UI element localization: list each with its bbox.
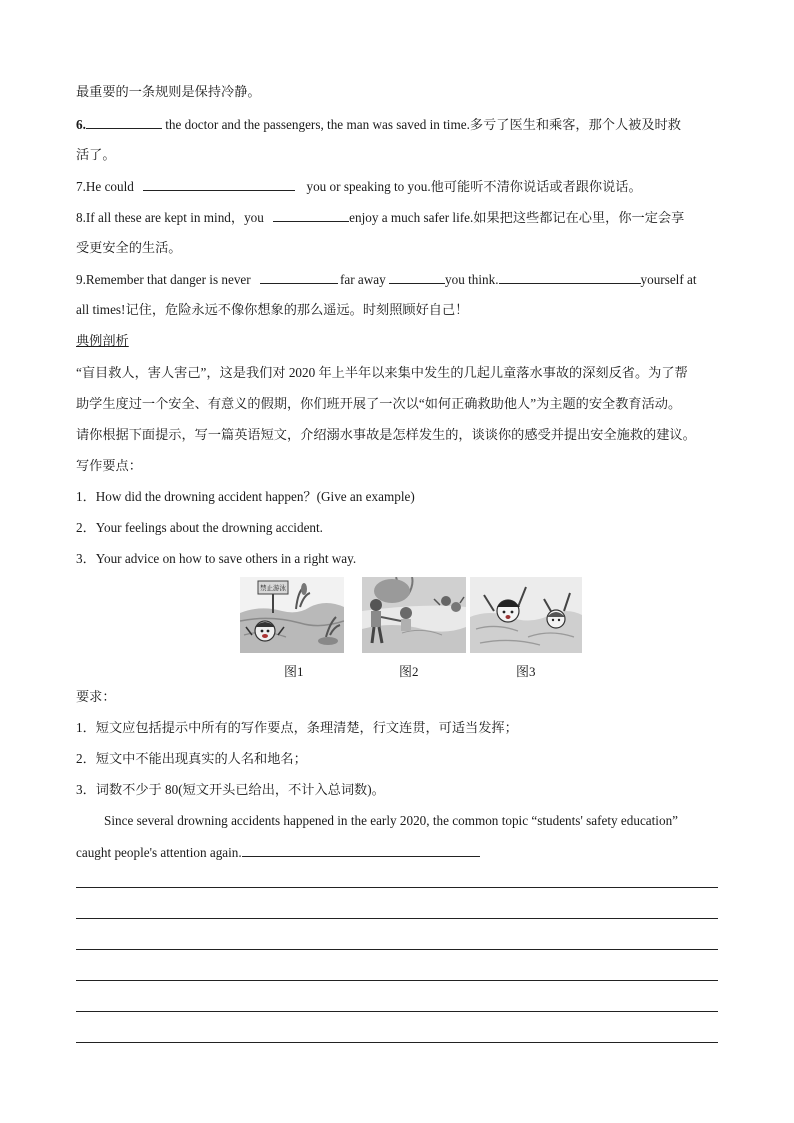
q7-post: you or speaking to you.他可能听不清你说话或者跟你说话。 xyxy=(303,179,642,194)
requirement-1: 1．短文应包括提示中所有的写作要点，条理清楚，行文连贯，可适当发挥； xyxy=(76,720,518,735)
figure-2-caption: 图2 xyxy=(399,664,419,679)
question-8 xyxy=(76,207,684,228)
section-title: 典例剖析 xyxy=(76,333,129,348)
question-6 xyxy=(76,114,681,135)
q6-continuation: 活了。 xyxy=(76,147,116,162)
answer-line-1[interactable] xyxy=(76,887,718,888)
q9-continuation: all times!记住，危险永远不像你想象的那么遥远。时刻照顾好自己！ xyxy=(76,302,469,317)
points-title: 写作要点： xyxy=(76,458,142,473)
q6-text: the doctor and the passengers, the man was saved in time.多亏了医生和乘客，那个人被及时救 xyxy=(161,117,681,132)
prompt-line-2: 助学生度过一个安全、有意义的假期，你们班开展了一次以“如何正确救助他人”为主题的安全教育活动。 xyxy=(76,396,682,411)
answer-line-3[interactable] xyxy=(76,949,718,950)
q8-continuation: 受更安全的生活。 xyxy=(76,240,182,255)
q6-blank[interactable] xyxy=(86,114,162,129)
answer-line-6[interactable] xyxy=(76,1042,718,1043)
essay-opening-line-1: Since several drowning accidents happened in the early 2020, the common topic “students' safety education” xyxy=(104,813,679,828)
prompt-line-3: 请你根据下面提示，写一篇英语短文，介绍溺水事故是怎样发生的，谈谈你的感受并提出安全施救的建议。 xyxy=(76,427,696,442)
answer-line-4[interactable] xyxy=(76,980,718,981)
point-1: 1．How did the drowning accident happen？(Give an example) xyxy=(76,489,415,504)
q9-blank-3[interactable] xyxy=(499,269,641,284)
q9-blank-2[interactable] xyxy=(389,269,445,284)
answer-line-5[interactable] xyxy=(76,1011,718,1012)
q7-blank[interactable] xyxy=(143,176,295,191)
q9-mid-2: you think. xyxy=(445,272,499,287)
figure-3-caption: 图3 xyxy=(516,664,536,679)
essay-first-blank[interactable] xyxy=(242,842,480,857)
question-9 xyxy=(76,269,697,290)
point-3: 3．Your advice on how to save others in a right way. xyxy=(76,551,357,566)
answer-line-2[interactable] xyxy=(76,918,718,919)
question-7 xyxy=(76,176,642,197)
figure-1-caption: 图1 xyxy=(284,664,304,679)
q6-number: 6. xyxy=(76,117,86,132)
figure-3-image xyxy=(470,577,582,653)
essay-opening-text: caught people's attention again. xyxy=(76,845,242,860)
q9-pre: 9.Remember that danger is never xyxy=(76,272,254,287)
point-2: 2．Your feelings about the drowning accident. xyxy=(76,520,323,535)
figure-1-image xyxy=(240,577,344,653)
warning-sign-text: 禁止游泳 xyxy=(260,584,286,592)
q9-blank-1[interactable] xyxy=(260,269,338,284)
q9-post: yourself at xyxy=(640,272,697,287)
requirement-2: 2．短文中不能出现真实的人名和地名； xyxy=(76,751,307,766)
q8-blank[interactable] xyxy=(273,207,349,222)
requirement-3: 3．词数不少于 80(短文开头已给出，不计入总词数)。 xyxy=(76,782,385,797)
q7-pre: 7.He could xyxy=(76,179,138,194)
q8-pre: 8.If all these are kept in mind，you xyxy=(76,210,268,225)
essay-opening-line-2 xyxy=(76,842,480,863)
q5-tail: 最重要的一条规则是保持冷静。 xyxy=(76,84,261,99)
prompt-line-1: “盲目救人，害人害己”，这是我们对 2020 年上半年以来集中发生的几起儿童落水事故的深刻反省。为了帮 xyxy=(76,365,688,380)
requirements-title: 要求： xyxy=(76,689,116,704)
q9-mid-1: far away xyxy=(339,272,390,287)
q8-post: enjoy a much safer life.如果把这些都记在心里，你一定会享 xyxy=(349,210,685,225)
figure-2-image xyxy=(362,577,466,653)
